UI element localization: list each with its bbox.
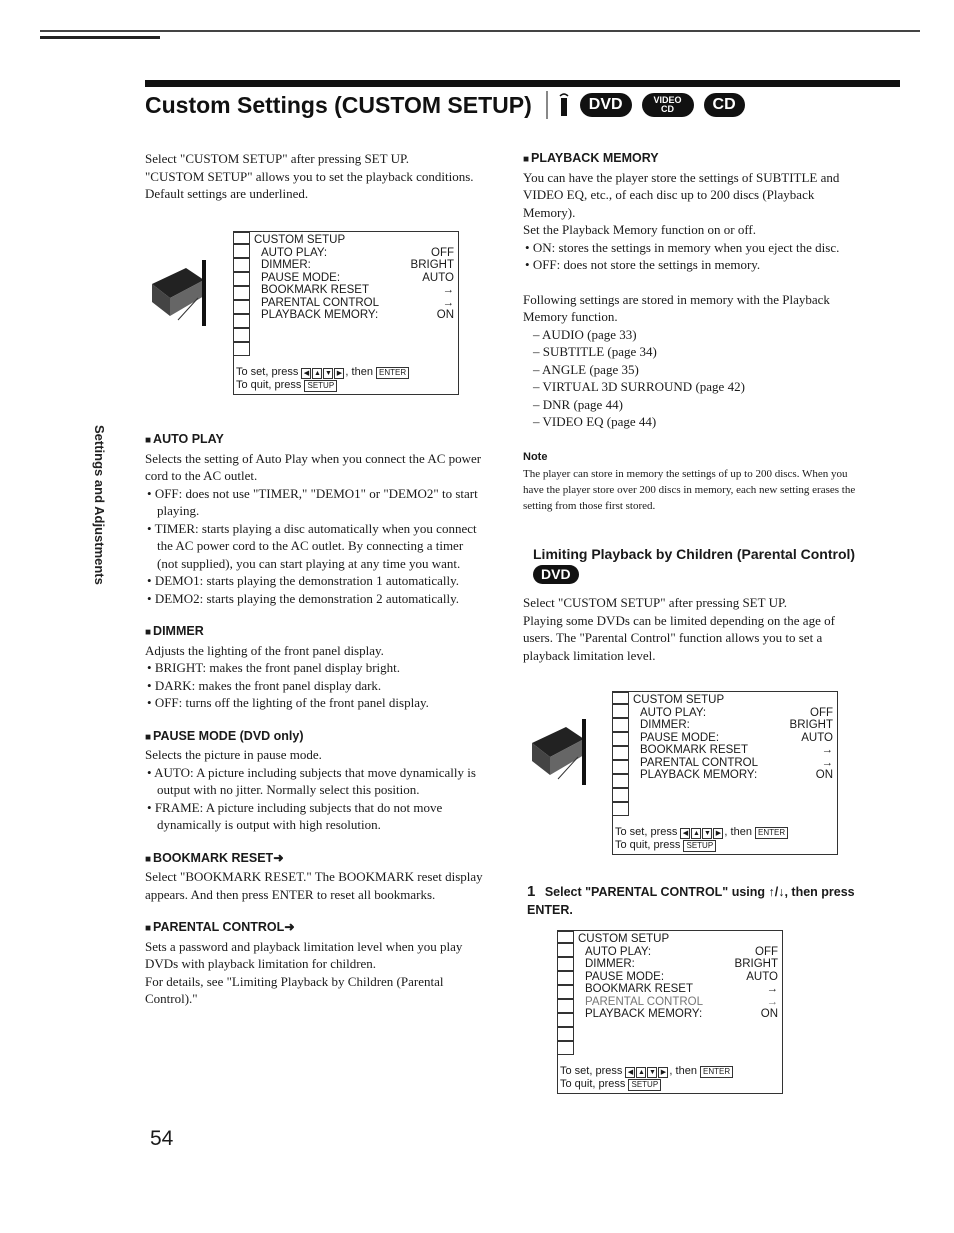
- setup-key: SETUP: [683, 840, 716, 852]
- arrow-down-icon: ▼: [703, 830, 711, 837]
- arrow-right-icon: ▶: [334, 368, 344, 379]
- memory-list-item: – AUDIO (page 33): [523, 326, 863, 344]
- menu-item-playback-memory[interactable]: PLAYBACK MEMORY: ON: [640, 769, 833, 781]
- title-separator: [546, 91, 548, 119]
- playback-memory-desc: Set the Playback Memory function on or off.: [523, 222, 756, 237]
- bookmark-reset-heading: ■ BOOKMARK RESET➜: [145, 850, 485, 869]
- menu-item-pause-mode[interactable]: PAUSE MODE: AUTO: [640, 731, 833, 744]
- note-text: The player can store in memory the settings of up to 200 discs. When you have the player store over 200 discs in memory, each new setting erases the setting from those first stored.: [523, 468, 856, 512]
- custom-setup-menu-2: [612, 691, 838, 855]
- menu-item-bookmark-reset[interactable]: BOOKMARK RESET →: [640, 744, 833, 756]
- menu-header: CUSTOM SETUP: [633, 694, 725, 706]
- intro-line: Default settings are underlined.: [145, 186, 309, 201]
- arrow-left-icon: ◀: [301, 368, 311, 379]
- menu-item-parental-control[interactable]: PARENTAL CONTROL →: [585, 995, 778, 1008]
- auto-play-heading: ■ AUTO PLAY: [145, 431, 485, 450]
- custom-setup-menu: [233, 231, 459, 395]
- limiting-desc: Select "CUSTOM SETUP" after pressing SET UP.: [523, 595, 787, 610]
- menu-item-auto-play[interactable]: AUTO PLAY: OFF: [640, 706, 833, 719]
- top-scan-mark: [40, 36, 160, 39]
- menu-item-pause-mode[interactable]: PAUSE MODE: AUTO: [261, 271, 454, 284]
- left-column-body: [145, 431, 485, 1008]
- playback-memory-following: Following settings are stored in memory with the Playback Memory function.: [523, 291, 830, 324]
- menu-item-auto-play[interactable]: AUTO PLAY: OFF: [261, 246, 454, 259]
- playback-memory-bullet: • OFF: does not store the settings in memory.: [523, 256, 863, 274]
- limiting-desc: Playing some DVDs can be limited depending on the age of users. The "Parental Control" function allows you to set a playback limitation level.: [523, 612, 835, 663]
- parental-control-desc: For details, see "Limiting Playback by Children (Parental Control).": [145, 973, 444, 1006]
- memory-list-item: – VIDEO EQ (page 44): [523, 413, 863, 431]
- dvd-badge: DVD: [580, 93, 632, 117]
- parental-control-heading: ■ PARENTAL CONTROL➜: [145, 919, 485, 938]
- menu-header: CUSTOM SETUP: [254, 234, 346, 246]
- arrow-left-icon: ◀: [625, 1067, 635, 1078]
- menu-item-parental-control[interactable]: PARENTAL CONTROL →: [640, 756, 833, 769]
- left-column: [145, 150, 485, 203]
- pause-mode-bullet: • AUTO: A picture including subjects that move dynamically is output with no jitter. Normally select this position.: [145, 764, 485, 799]
- menu-item-dimmer[interactable]: DIMMER: BRIGHT: [261, 259, 454, 271]
- menu-item-playback-memory[interactable]: PLAYBACK MEMORY: ON: [585, 1008, 778, 1020]
- video-cd-badge: VIDEO CD: [642, 93, 694, 117]
- remote-icon: [558, 92, 570, 118]
- arrow-up-icon: ▲: [637, 1069, 645, 1076]
- arrow-right-icon: ▶: [713, 828, 723, 839]
- pause-mode-bullet: • FRAME: A picture including subjects that do not move dynamically is output with high resolution.: [145, 799, 485, 834]
- menu-item-dimmer[interactable]: DIMMER: BRIGHT: [640, 719, 833, 731]
- menu-item-auto-play[interactable]: AUTO PLAY: OFF: [585, 945, 778, 958]
- menu-item-pause-mode[interactable]: PAUSE MODE: AUTO: [585, 970, 778, 983]
- enter-key: ENTER: [376, 367, 409, 379]
- auto-play-bullet: • DEMO1: starts playing the demonstration 1 automatically.: [145, 572, 485, 590]
- dimmer-bullet: • DARK: makes the front panel display dark.: [145, 677, 485, 695]
- pause-mode-desc: Selects the picture in pause mode.: [145, 747, 322, 762]
- auto-play-bullet: • DEMO2: starts playing the demonstration 2 automatically.: [145, 590, 485, 608]
- step-text: Select "PARENTAL CONTROL" using ↑/↓, then press ENTER.: [527, 885, 855, 917]
- memory-list-item: – VIRTUAL 3D SURROUND (page 42): [523, 378, 863, 396]
- menu-item-bookmark-reset[interactable]: BOOKMARK RESET →: [585, 983, 778, 995]
- menu-item-parental-control[interactable]: PARENTAL CONTROL →: [261, 296, 454, 309]
- right-column: [523, 150, 863, 664]
- intro-line: Select "CUSTOM SETUP" after pressing SET UP.: [145, 151, 409, 166]
- auto-play-bullet: • OFF: does not use "TIMER," "DEMO1" or "DEMO2" to start playing.: [145, 485, 485, 520]
- pause-mode-heading: ■ PAUSE MODE (DVD only): [145, 728, 485, 747]
- limiting-heading-block: [523, 544, 863, 584]
- menu-slots: [234, 232, 250, 356]
- memory-list-item: – DNR (page 44): [523, 396, 863, 414]
- arrow-right-icon: ▶: [658, 1067, 668, 1078]
- menu-item-dimmer[interactable]: DIMMER: BRIGHT: [585, 958, 778, 970]
- page-title: Custom Settings (CUSTOM SETUP): [145, 91, 532, 118]
- step-1: [527, 883, 872, 919]
- menu-item-playback-memory[interactable]: PLAYBACK MEMORY: ON: [261, 309, 454, 321]
- enter-key: ENTER: [755, 827, 788, 839]
- playback-memory-bullet: • ON: stores the settings in memory when you eject the disc.: [523, 239, 863, 257]
- title-row: [145, 90, 745, 120]
- parental-control-desc: Sets a password and playback limitation level when you play DVDs with playback limitation for children.: [145, 938, 463, 971]
- player-illustration: [148, 258, 210, 328]
- player-illustration: [528, 717, 590, 787]
- bookmark-reset-desc: Select "BOOKMARK RESET." The BOOKMARK reset display appears. And then press ENTER to reset all bookmarks.: [145, 869, 483, 902]
- playback-memory-heading: ■ PLAYBACK MEMORY: [523, 150, 863, 169]
- menu-header: CUSTOM SETUP: [578, 933, 670, 945]
- arrow-left-icon: ◀: [680, 828, 690, 839]
- dvd-badge: DVD: [533, 565, 579, 584]
- title-rule: [145, 80, 900, 87]
- playback-memory-desc: You can have the player store the settings of SUBTITLE and VIDEO EQ, etc., of each disc up to 200 discs (Playback Memory).: [523, 169, 840, 220]
- menu-footer: To set, press ◀ ▲ ▼ ▶ , then ENTER To quit, press SETUP: [615, 826, 788, 852]
- dimmer-desc: Adjusts the lighting of the front panel display.: [145, 642, 384, 658]
- page-number: 54: [150, 1127, 174, 1150]
- arrow-up-icon: ▲: [692, 830, 700, 837]
- dimmer-bullet: • BRIGHT: makes the front panel display bright.: [145, 659, 485, 677]
- dimmer-bullet: • OFF: turns off the lighting of the front panel display.: [145, 694, 485, 712]
- top-scan-line: [40, 30, 920, 32]
- arrow-down-icon: ▼: [648, 1069, 656, 1076]
- setup-key: SETUP: [304, 380, 337, 392]
- arrow-up-icon: ▲: [313, 370, 321, 377]
- cd-badge: CD: [704, 93, 745, 117]
- dimmer-heading: ■ DIMMER: [145, 623, 485, 642]
- menu-item-bookmark-reset[interactable]: BOOKMARK RESET →: [261, 284, 454, 296]
- auto-play-bullet: • TIMER: starts playing a disc automatically when you connect the AC power cord to the AC outlet. By connecting a timer (not supplied), you can start playing at any time you want.: [145, 520, 485, 573]
- side-tab: Settings and Adjustments: [92, 425, 107, 585]
- setup-key: SETUP: [628, 1079, 661, 1091]
- memory-list-item: – ANGLE (page 35): [523, 361, 863, 379]
- limiting-heading: Limiting Playback by Children (Parental Control) DVD: [533, 546, 856, 582]
- menu-footer: To set, press ◀ ▲ ▼ ▶ , then ENTER To quit, press SETUP: [236, 366, 409, 392]
- enter-key: ENTER: [700, 1066, 733, 1078]
- arrow-down-icon: ▼: [324, 370, 332, 377]
- step-number: 1: [527, 883, 536, 900]
- menu-footer: To set, press ◀ ▲ ▼ ▶ , then ENTER To quit, press SETUP: [560, 1065, 733, 1091]
- memory-list-item: – SUBTITLE (page 34): [523, 343, 863, 361]
- note-heading: Note: [523, 450, 548, 463]
- auto-play-desc: Selects the setting of Auto Play when you connect the AC power cord to the AC outlet.: [145, 450, 482, 483]
- custom-setup-menu-3: [557, 930, 783, 1094]
- intro-line: "CUSTOM SETUP" allows you to set the playback conditions.: [145, 168, 474, 184]
